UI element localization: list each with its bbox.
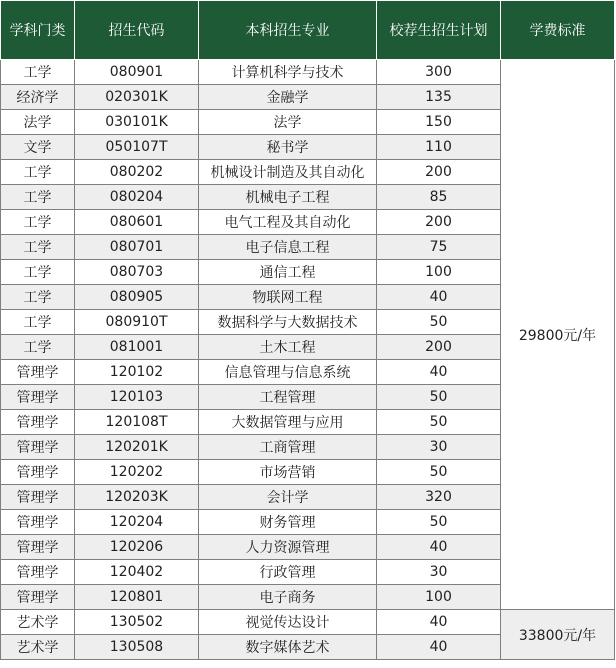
discipline-cell: 管理学 bbox=[1, 535, 75, 560]
code-cell: 130502 bbox=[75, 610, 199, 635]
major-cell: 行政管理 bbox=[199, 560, 377, 585]
plan-cell: 40 bbox=[377, 535, 501, 560]
plan-cell: 200 bbox=[377, 335, 501, 360]
discipline-cell: 工学 bbox=[1, 260, 75, 285]
code-cell: 080601 bbox=[75, 210, 199, 235]
fee-cell-standard: 29800元/年 bbox=[501, 60, 615, 610]
plan-cell: 50 bbox=[377, 410, 501, 435]
discipline-cell: 管理学 bbox=[1, 460, 75, 485]
discipline-cell: 工学 bbox=[1, 235, 75, 260]
plan-cell: 30 bbox=[377, 435, 501, 460]
header-code: 招生代码 bbox=[75, 1, 199, 60]
table-row bbox=[1, 610, 615, 635]
discipline-cell: 管理学 bbox=[1, 585, 75, 610]
major-cell: 会计学 bbox=[199, 485, 377, 510]
discipline-cell: 文学 bbox=[1, 135, 75, 160]
plan-cell: 135 bbox=[377, 85, 501, 110]
plan-cell: 50 bbox=[377, 385, 501, 410]
plan-cell: 150 bbox=[377, 110, 501, 135]
plan-cell: 40 bbox=[377, 635, 501, 660]
major-cell: 机械设计制造及其自动化 bbox=[199, 160, 377, 185]
major-cell: 数字媒体艺术 bbox=[199, 635, 377, 660]
plan-cell: 50 bbox=[377, 310, 501, 335]
code-cell: 120206 bbox=[75, 535, 199, 560]
code-cell: 120108T bbox=[75, 410, 199, 435]
code-cell: 080901 bbox=[75, 60, 199, 85]
discipline-cell: 经济学 bbox=[1, 85, 75, 110]
discipline-cell: 艺术学 bbox=[1, 610, 75, 635]
code-cell: 120801 bbox=[75, 585, 199, 610]
header-row bbox=[1, 1, 615, 60]
discipline-cell: 工学 bbox=[1, 160, 75, 185]
plan-cell: 100 bbox=[377, 585, 501, 610]
header-fee: 学费标准 bbox=[501, 1, 615, 60]
discipline-cell: 管理学 bbox=[1, 360, 75, 385]
plan-cell: 110 bbox=[377, 135, 501, 160]
discipline-cell: 工学 bbox=[1, 335, 75, 360]
code-cell: 080703 bbox=[75, 260, 199, 285]
fee-cell-art: 33800元/年 bbox=[501, 610, 615, 660]
major-cell: 电子商务 bbox=[199, 585, 377, 610]
plan-cell: 100 bbox=[377, 260, 501, 285]
header-major: 本科招生专业 bbox=[199, 1, 377, 60]
major-cell: 法学 bbox=[199, 110, 377, 135]
discipline-cell: 法学 bbox=[1, 110, 75, 135]
plan-cell: 200 bbox=[377, 160, 501, 185]
discipline-cell: 管理学 bbox=[1, 485, 75, 510]
code-cell: 120204 bbox=[75, 510, 199, 535]
code-cell: 030101K bbox=[75, 110, 199, 135]
discipline-cell: 管理学 bbox=[1, 560, 75, 585]
discipline-cell: 管理学 bbox=[1, 435, 75, 460]
major-cell: 机械电子工程 bbox=[199, 185, 377, 210]
code-cell: 080204 bbox=[75, 185, 199, 210]
major-cell: 通信工程 bbox=[199, 260, 377, 285]
plan-cell: 300 bbox=[377, 60, 501, 85]
plan-cell: 50 bbox=[377, 510, 501, 535]
code-cell: 120203K bbox=[75, 485, 199, 510]
discipline-cell: 管理学 bbox=[1, 510, 75, 535]
code-cell: 080905 bbox=[75, 285, 199, 310]
major-cell: 计算机科学与技术 bbox=[199, 60, 377, 85]
code-cell: 080910T bbox=[75, 310, 199, 335]
code-cell: 081001 bbox=[75, 335, 199, 360]
major-cell: 人力资源管理 bbox=[199, 535, 377, 560]
major-cell: 视觉传达设计 bbox=[199, 610, 377, 635]
major-cell: 大数据管理与应用 bbox=[199, 410, 377, 435]
discipline-cell: 工学 bbox=[1, 185, 75, 210]
code-cell: 020301K bbox=[75, 85, 199, 110]
discipline-cell: 管理学 bbox=[1, 410, 75, 435]
code-cell: 050107T bbox=[75, 135, 199, 160]
code-cell: 120402 bbox=[75, 560, 199, 585]
discipline-cell: 工学 bbox=[1, 285, 75, 310]
code-cell: 120201K bbox=[75, 435, 199, 460]
discipline-cell: 艺术学 bbox=[1, 635, 75, 660]
header-discipline: 学科门类 bbox=[1, 1, 75, 60]
plan-cell: 75 bbox=[377, 235, 501, 260]
major-cell: 工商管理 bbox=[199, 435, 377, 460]
code-cell: 120103 bbox=[75, 385, 199, 410]
major-cell: 数据科学与大数据技术 bbox=[199, 310, 377, 335]
plan-cell: 320 bbox=[377, 485, 501, 510]
major-cell: 秘书学 bbox=[199, 135, 377, 160]
code-cell: 080701 bbox=[75, 235, 199, 260]
plan-cell: 30 bbox=[377, 560, 501, 585]
major-cell: 信息管理与信息系统 bbox=[199, 360, 377, 385]
major-cell: 电气工程及其自动化 bbox=[199, 210, 377, 235]
major-cell: 财务管理 bbox=[199, 510, 377, 535]
code-cell: 120202 bbox=[75, 460, 199, 485]
plan-cell: 40 bbox=[377, 610, 501, 635]
plan-cell: 85 bbox=[377, 185, 501, 210]
discipline-cell: 工学 bbox=[1, 310, 75, 335]
code-cell: 080202 bbox=[75, 160, 199, 185]
table-row bbox=[1, 60, 615, 85]
major-cell: 工程管理 bbox=[199, 385, 377, 410]
plan-cell: 40 bbox=[377, 285, 501, 310]
code-cell: 120102 bbox=[75, 360, 199, 385]
plan-cell: 50 bbox=[377, 460, 501, 485]
major-cell: 电子信息工程 bbox=[199, 235, 377, 260]
plan-cell: 200 bbox=[377, 210, 501, 235]
code-cell: 130508 bbox=[75, 635, 199, 660]
discipline-cell: 工学 bbox=[1, 210, 75, 235]
header-plan: 校荐生招生计划 bbox=[377, 1, 501, 60]
major-cell: 物联网工程 bbox=[199, 285, 377, 310]
plan-cell: 40 bbox=[377, 360, 501, 385]
major-cell: 土木工程 bbox=[199, 335, 377, 360]
discipline-cell: 管理学 bbox=[1, 385, 75, 410]
major-cell: 金融学 bbox=[199, 85, 377, 110]
major-cell: 市场营销 bbox=[199, 460, 377, 485]
discipline-cell: 工学 bbox=[1, 60, 75, 85]
